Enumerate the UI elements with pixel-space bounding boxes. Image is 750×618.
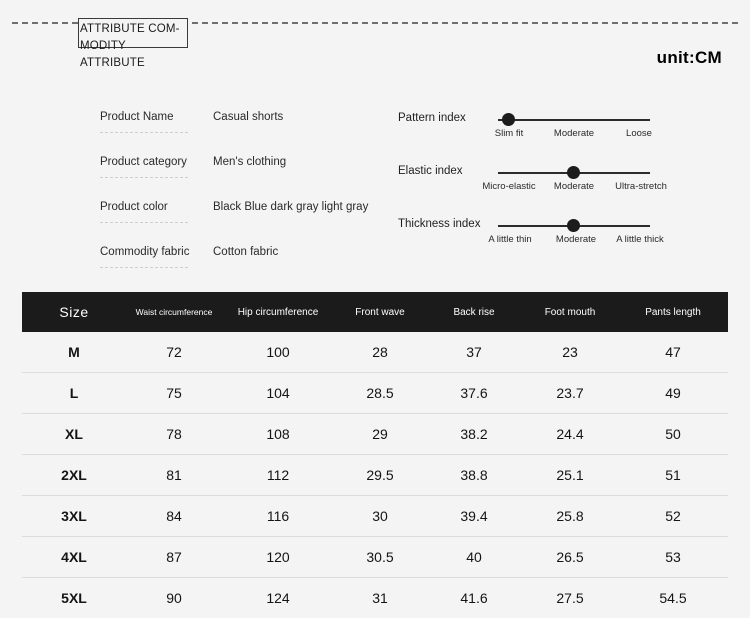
slider-knob[interactable] [502,113,515,126]
table-cell: 40 [426,537,522,578]
slider-ticks [498,181,650,197]
table-cell: 26.5 [522,537,618,578]
slider-ticks [498,234,650,250]
index-sliders [398,104,718,263]
table-header-row [22,292,728,332]
attribute-row [100,196,400,241]
slider-elastic-index[interactable] [398,157,718,210]
table-cell-size: 5XL [22,578,126,618]
table-row [22,332,728,373]
slider-pattern-index[interactable] [398,104,718,157]
attribute-value: Black Blue dark gray light gray [213,201,368,213]
slider-tick: Moderate [554,128,594,139]
table-row [22,373,728,414]
attribute-key: Product Name [100,111,174,123]
table-cell: 25.8 [522,496,618,537]
slider-tick: A little thin [488,234,531,245]
size-table [22,292,728,618]
slider-tick: Ultra-stretch [615,181,667,192]
table-cell-size: L [22,373,126,414]
table-cell: 51 [618,455,728,496]
attribute-row [100,241,400,286]
unit-label: unit:CM [657,48,722,68]
attribute-list [100,106,400,286]
attribute-underline [100,132,188,133]
attribute-key: Product category [100,156,187,168]
table-cell: 23 [522,332,618,373]
slider-knob[interactable] [567,219,580,232]
attribute-underline [100,267,188,268]
table-cell: 24.4 [522,414,618,455]
table-cell: 75 [126,373,222,414]
table-cell-size: 3XL [22,496,126,537]
table-cell: 124 [222,578,334,618]
table-cell: 81 [126,455,222,496]
table-cell: 30.5 [334,537,426,578]
table-cell-size: 4XL [22,537,126,578]
slider-label: Elastic index [398,165,463,177]
table-cell-size: 2XL [22,455,126,496]
attribute-key: Commodity fabric [100,246,189,258]
table-cell: 49 [618,373,728,414]
table-cell: 29.5 [334,455,426,496]
table-cell: 54.5 [618,578,728,618]
slider-tick: Slim fit [495,128,524,139]
slider-track[interactable] [498,119,650,121]
table-header-cell: Foot mouth [522,292,618,332]
table-cell-size: XL [22,414,126,455]
slider-tick: Loose [626,128,652,139]
table-header-cell: Pants length [618,292,728,332]
attribute-underline [100,222,188,223]
slider-thickness-index[interactable] [398,210,718,263]
slider-tick: A little thick [616,234,664,245]
table-cell: 37 [426,332,522,373]
table-cell: 90 [126,578,222,618]
slider-label: Pattern index [398,112,466,124]
table-row [22,496,728,537]
table-header-cell: Back rise [426,292,522,332]
table-cell: 104 [222,373,334,414]
table-cell: 87 [126,537,222,578]
slider-tick: Moderate [554,181,594,192]
table-header-cell: Hip circumference [222,292,334,332]
table-cell: 52 [618,496,728,537]
table-cell: 72 [126,332,222,373]
table-cell: 27.5 [522,578,618,618]
table-cell: 38.2 [426,414,522,455]
attribute-row [100,151,400,196]
table-cell: 29 [334,414,426,455]
table-cell: 28 [334,332,426,373]
table-cell: 31 [334,578,426,618]
section-title-line1: ATTRIBUTE COM- [80,23,180,35]
table-cell: 37.6 [426,373,522,414]
slider-tick: Moderate [556,234,596,245]
size-table-wrapper [22,292,728,618]
table-cell: 112 [222,455,334,496]
table-cell: 25.1 [522,455,618,496]
table-cell: 38.8 [426,455,522,496]
attribute-row [100,106,400,151]
table-cell-size: M [22,332,126,373]
table-cell: 41.6 [426,578,522,618]
table-cell: 84 [126,496,222,537]
table-cell: 100 [222,332,334,373]
table-cell: 78 [126,414,222,455]
attribute-key: Product color [100,201,168,213]
slider-tick: Micro-elastic [482,181,535,192]
table-cell: 53 [618,537,728,578]
slider-ticks [498,128,650,144]
table-header-cell: Waist circumference [126,292,222,332]
table-cell: 47 [618,332,728,373]
attribute-value: Cotton fabric [213,246,278,258]
table-cell: 50 [618,414,728,455]
table-cell: 23.7 [522,373,618,414]
table-row [22,414,728,455]
table-cell: 30 [334,496,426,537]
table-cell: 120 [222,537,334,578]
table-cell: 108 [222,414,334,455]
table-header-cell: Front wave [334,292,426,332]
table-cell: 39.4 [426,496,522,537]
slider-label: Thickness index [398,218,480,230]
table-cell: 116 [222,496,334,537]
section-title-line2: MODITY ATTRIBUTE [80,40,145,69]
attribute-value: Casual shorts [213,111,283,123]
table-row [22,455,728,496]
table-cell: 28.5 [334,373,426,414]
table-row [22,578,728,618]
table-row [22,537,728,578]
slider-knob[interactable] [567,166,580,179]
attribute-value: Men's clothing [213,156,286,168]
section-title [80,21,192,72]
table-header-cell: Size [22,292,126,332]
attribute-underline [100,177,188,178]
